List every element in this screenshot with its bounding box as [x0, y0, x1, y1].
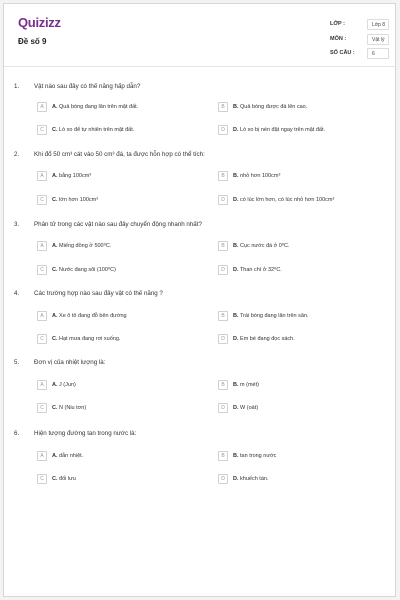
option-letter-box: A	[37, 311, 47, 321]
exam-title: Đề số 9	[18, 37, 47, 46]
option-text: Nước đang sôi (100⁰C)	[59, 267, 116, 273]
option-letter-box: C	[37, 474, 47, 484]
question-number: 5.	[14, 359, 20, 366]
question-text: Phân tử trong các vật nào sau đây chuyển động nhanh nhất?	[34, 221, 202, 228]
option-key: B.	[233, 382, 239, 388]
option-key: B.	[233, 453, 239, 459]
worksheet-page	[3, 3, 396, 597]
option-text: Trái bóng đang lăn trên sân.	[239, 313, 309, 319]
option-letter-box: C	[37, 265, 47, 275]
option-key: A.	[52, 104, 58, 110]
option-text: nhỏ hơn 100cm³	[240, 173, 281, 179]
subject-label: MÔN :	[330, 36, 347, 42]
option-key: A.	[52, 173, 58, 179]
option-letter-box: A	[37, 171, 47, 181]
question-text: Vật nào sau đây có thế năng hấp dẫn?	[34, 83, 141, 90]
option-letter-box: B	[218, 311, 228, 321]
option-letter-box: A	[37, 241, 47, 251]
option-text: Lò xo bị nén đặt ngay trên mặt đất.	[240, 127, 326, 133]
option-text: Cục nước đá ở 0⁰C.	[240, 243, 290, 249]
option-key: C.	[52, 197, 58, 203]
grade-value: Lớp 8	[367, 19, 389, 30]
question-number: 3.	[14, 221, 20, 228]
option-key: A.	[52, 453, 58, 459]
subject-value: Vật lý	[367, 34, 389, 45]
option-key: B.	[233, 313, 239, 319]
option-text: Miếng đồng ở 500⁰C.	[59, 243, 112, 249]
option-key: B.	[233, 104, 239, 110]
option-key: A.	[52, 313, 58, 319]
option-text: N (Niu tơn)	[59, 405, 87, 411]
option-key: D.	[233, 127, 239, 133]
option-text: khuếch tán.	[240, 476, 269, 482]
option-text: bằng 100cm³	[59, 173, 92, 179]
option-letter-box: A	[37, 451, 47, 461]
option-text: Xe ô tô đang đỗ bên đường	[59, 313, 127, 319]
option-letter-box: D	[218, 265, 228, 275]
option-letter-box: A	[37, 102, 47, 112]
option-letter-box: B	[218, 241, 228, 251]
option-letter-box: B	[218, 102, 228, 112]
question-number: 2.	[14, 151, 20, 158]
option-text: Lò xo để tự nhiên trên mặt đất.	[59, 127, 135, 133]
option-letter-box: C	[37, 125, 47, 135]
option-key: A.	[52, 243, 58, 249]
option-text: đối lưu	[59, 476, 76, 482]
question-number: 1.	[14, 83, 20, 90]
option-key: C.	[52, 267, 58, 273]
option-text: m (mét)	[240, 382, 259, 388]
option-key: C.	[52, 476, 58, 482]
option-letter-box: A	[37, 380, 47, 390]
option-text: lớn hơn 100cm³	[59, 197, 99, 203]
option-letter-box: C	[37, 334, 47, 344]
option-key: D.	[233, 197, 239, 203]
option-text: Em bé đang đọc sách.	[240, 336, 295, 342]
option-letter-box: B	[218, 380, 228, 390]
option-key: A.	[52, 382, 58, 388]
option-key: C.	[52, 405, 58, 411]
option-key: D.	[233, 405, 239, 411]
question-text: Hiện tượng đường tan trong nước là:	[34, 430, 137, 437]
option-letter-box: B	[218, 451, 228, 461]
question-text: Khi đổ 50 cm³ cát vào 50 cm³ đá, ta được hỗn hợp có thể tích:	[34, 151, 205, 158]
question-text: Đơn vị của nhiệt lượng là:	[34, 359, 106, 366]
option-text: W (oát)	[240, 405, 259, 411]
option-text: Hạt mưa đang rơi xuống.	[59, 336, 121, 342]
worksheet-header	[4, 4, 395, 67]
question-number: 4.	[14, 290, 20, 297]
option-text: Quả bóng được đá lên cao.	[240, 104, 308, 110]
option-text: có lúc lớn hơn, có lúc nhỏ hơn 100cm³	[240, 197, 335, 203]
option-key: D.	[233, 476, 239, 482]
option-letter-box: D	[218, 195, 228, 205]
option-letter-box: C	[37, 403, 47, 413]
question-count-label: SỐ CÂU :	[330, 50, 355, 56]
option-key: B.	[233, 243, 239, 249]
option-key: D.	[233, 336, 239, 342]
option-letter-box: D	[218, 403, 228, 413]
option-letter-box: D	[218, 334, 228, 344]
option-text: Quả bóng đang lăn trên mặt đất.	[59, 104, 139, 110]
option-letter-box: D	[218, 474, 228, 484]
question-count-value: 6	[367, 48, 389, 59]
question-text: Các trường hợp nào sau đây vật có thế năng ?	[34, 290, 163, 297]
option-key: C.	[52, 336, 58, 342]
option-letter-box: D	[218, 125, 228, 135]
option-key: B.	[233, 173, 239, 179]
grade-label: LỚP :	[330, 21, 345, 27]
option-text: Than chì ở 32⁰C.	[239, 267, 282, 273]
option-text: dẫn nhiệt.	[59, 453, 84, 459]
option-text: tan trong nước	[240, 453, 277, 459]
option-key: D.	[233, 267, 239, 273]
option-text: J (Jun)	[59, 382, 76, 388]
quizizz-logo: Quizizz	[18, 15, 61, 30]
option-letter-box: C	[37, 195, 47, 205]
option-key: C.	[52, 127, 58, 133]
option-letter-box: B	[218, 171, 228, 181]
question-number: 6.	[14, 430, 20, 437]
